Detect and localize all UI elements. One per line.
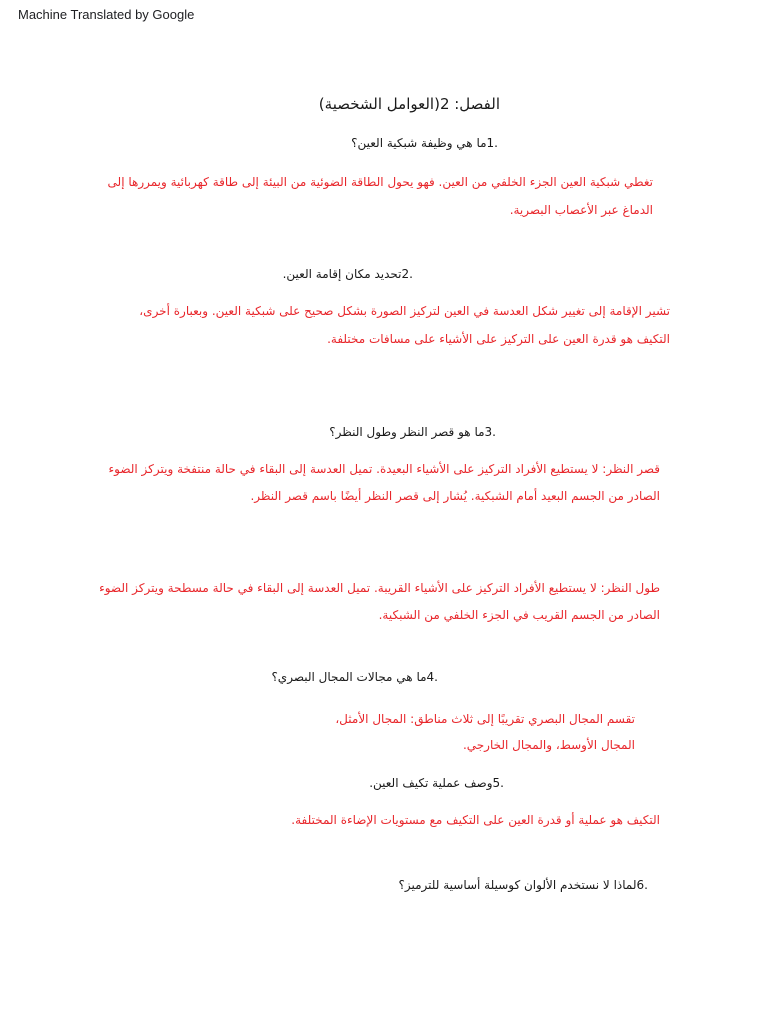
answer-4-line-2: المجال الأوسط، والمجال الخارجي.	[462, 738, 635, 752]
answer-1-line-1: تغطي شبكية العين الجزء الخلفي من العين. فهو يحول الطاقة الضوئية من البيئة إلى طاقة كهربائية ويمررها إلى	[107, 175, 653, 189]
answer-1-line-2: الدماغ عبر الأعصاب البصرية.	[509, 203, 653, 217]
answer-2-line-2: التكيف هو قدرة العين على التركيز على الأشياء على مسافات مختلفة.	[327, 332, 670, 346]
question-3: .3ما هو قصر النظر وطول النظر؟	[329, 425, 496, 439]
answer-5-line-1: التكيف هو عملية أو قدرة العين على التكيف مع مستويات الإضاءة المختلفة.	[291, 813, 660, 827]
myopia-line-2: الصادر من الجسم البعيد أمام الشبكية. يُشار إلى قصر النظر أيضًا باسم قصر النظر.	[250, 489, 660, 503]
question-2: .2تحديد مكان إقامة العين.	[282, 267, 413, 281]
machine-translated-banner: Machine Translated by Google	[18, 7, 195, 22]
chapter-title: الفصل: 2(العوامل الشخصية)	[318, 95, 500, 113]
answer-4-line-1: تقسم المجال البصري تقريبًا إلى ثلاث مناطق: المجال الأمثل،	[335, 712, 635, 726]
hyperopia-line-1: طول النظر: لا يستطيع الأفراد التركيز على الأشياء القريبة. تميل العدسة إلى البقاء في حالة مسطحة ويتركز الضوء	[99, 581, 660, 595]
question-4: .4ما هي مجالات المجال البصري؟	[271, 670, 438, 684]
question-1: .1ما هي وظيفة شبكية العين؟	[351, 136, 498, 150]
answer-2-line-1: تشير الإقامة إلى تغيير شكل العدسة في العين لتركيز الصورة بشكل صحيح على شبكية العين. وبعبارة أخرى،	[139, 304, 670, 318]
question-6: .6لماذا لا نستخدم الألوان كوسيلة أساسية للترميز؟	[398, 878, 648, 892]
question-5: .5وصف عملية تكيف العين.	[369, 776, 504, 790]
myopia-line-1: قصر النظر: لا يستطيع الأفراد التركيز على الأشياء البعيدة. تميل العدسة إلى البقاء في حالة منتفخة ويتركز الضوء	[108, 462, 660, 476]
hyperopia-line-2: الصادر من الجسم القريب في الجزء الخلفي من الشبكية.	[378, 608, 660, 622]
